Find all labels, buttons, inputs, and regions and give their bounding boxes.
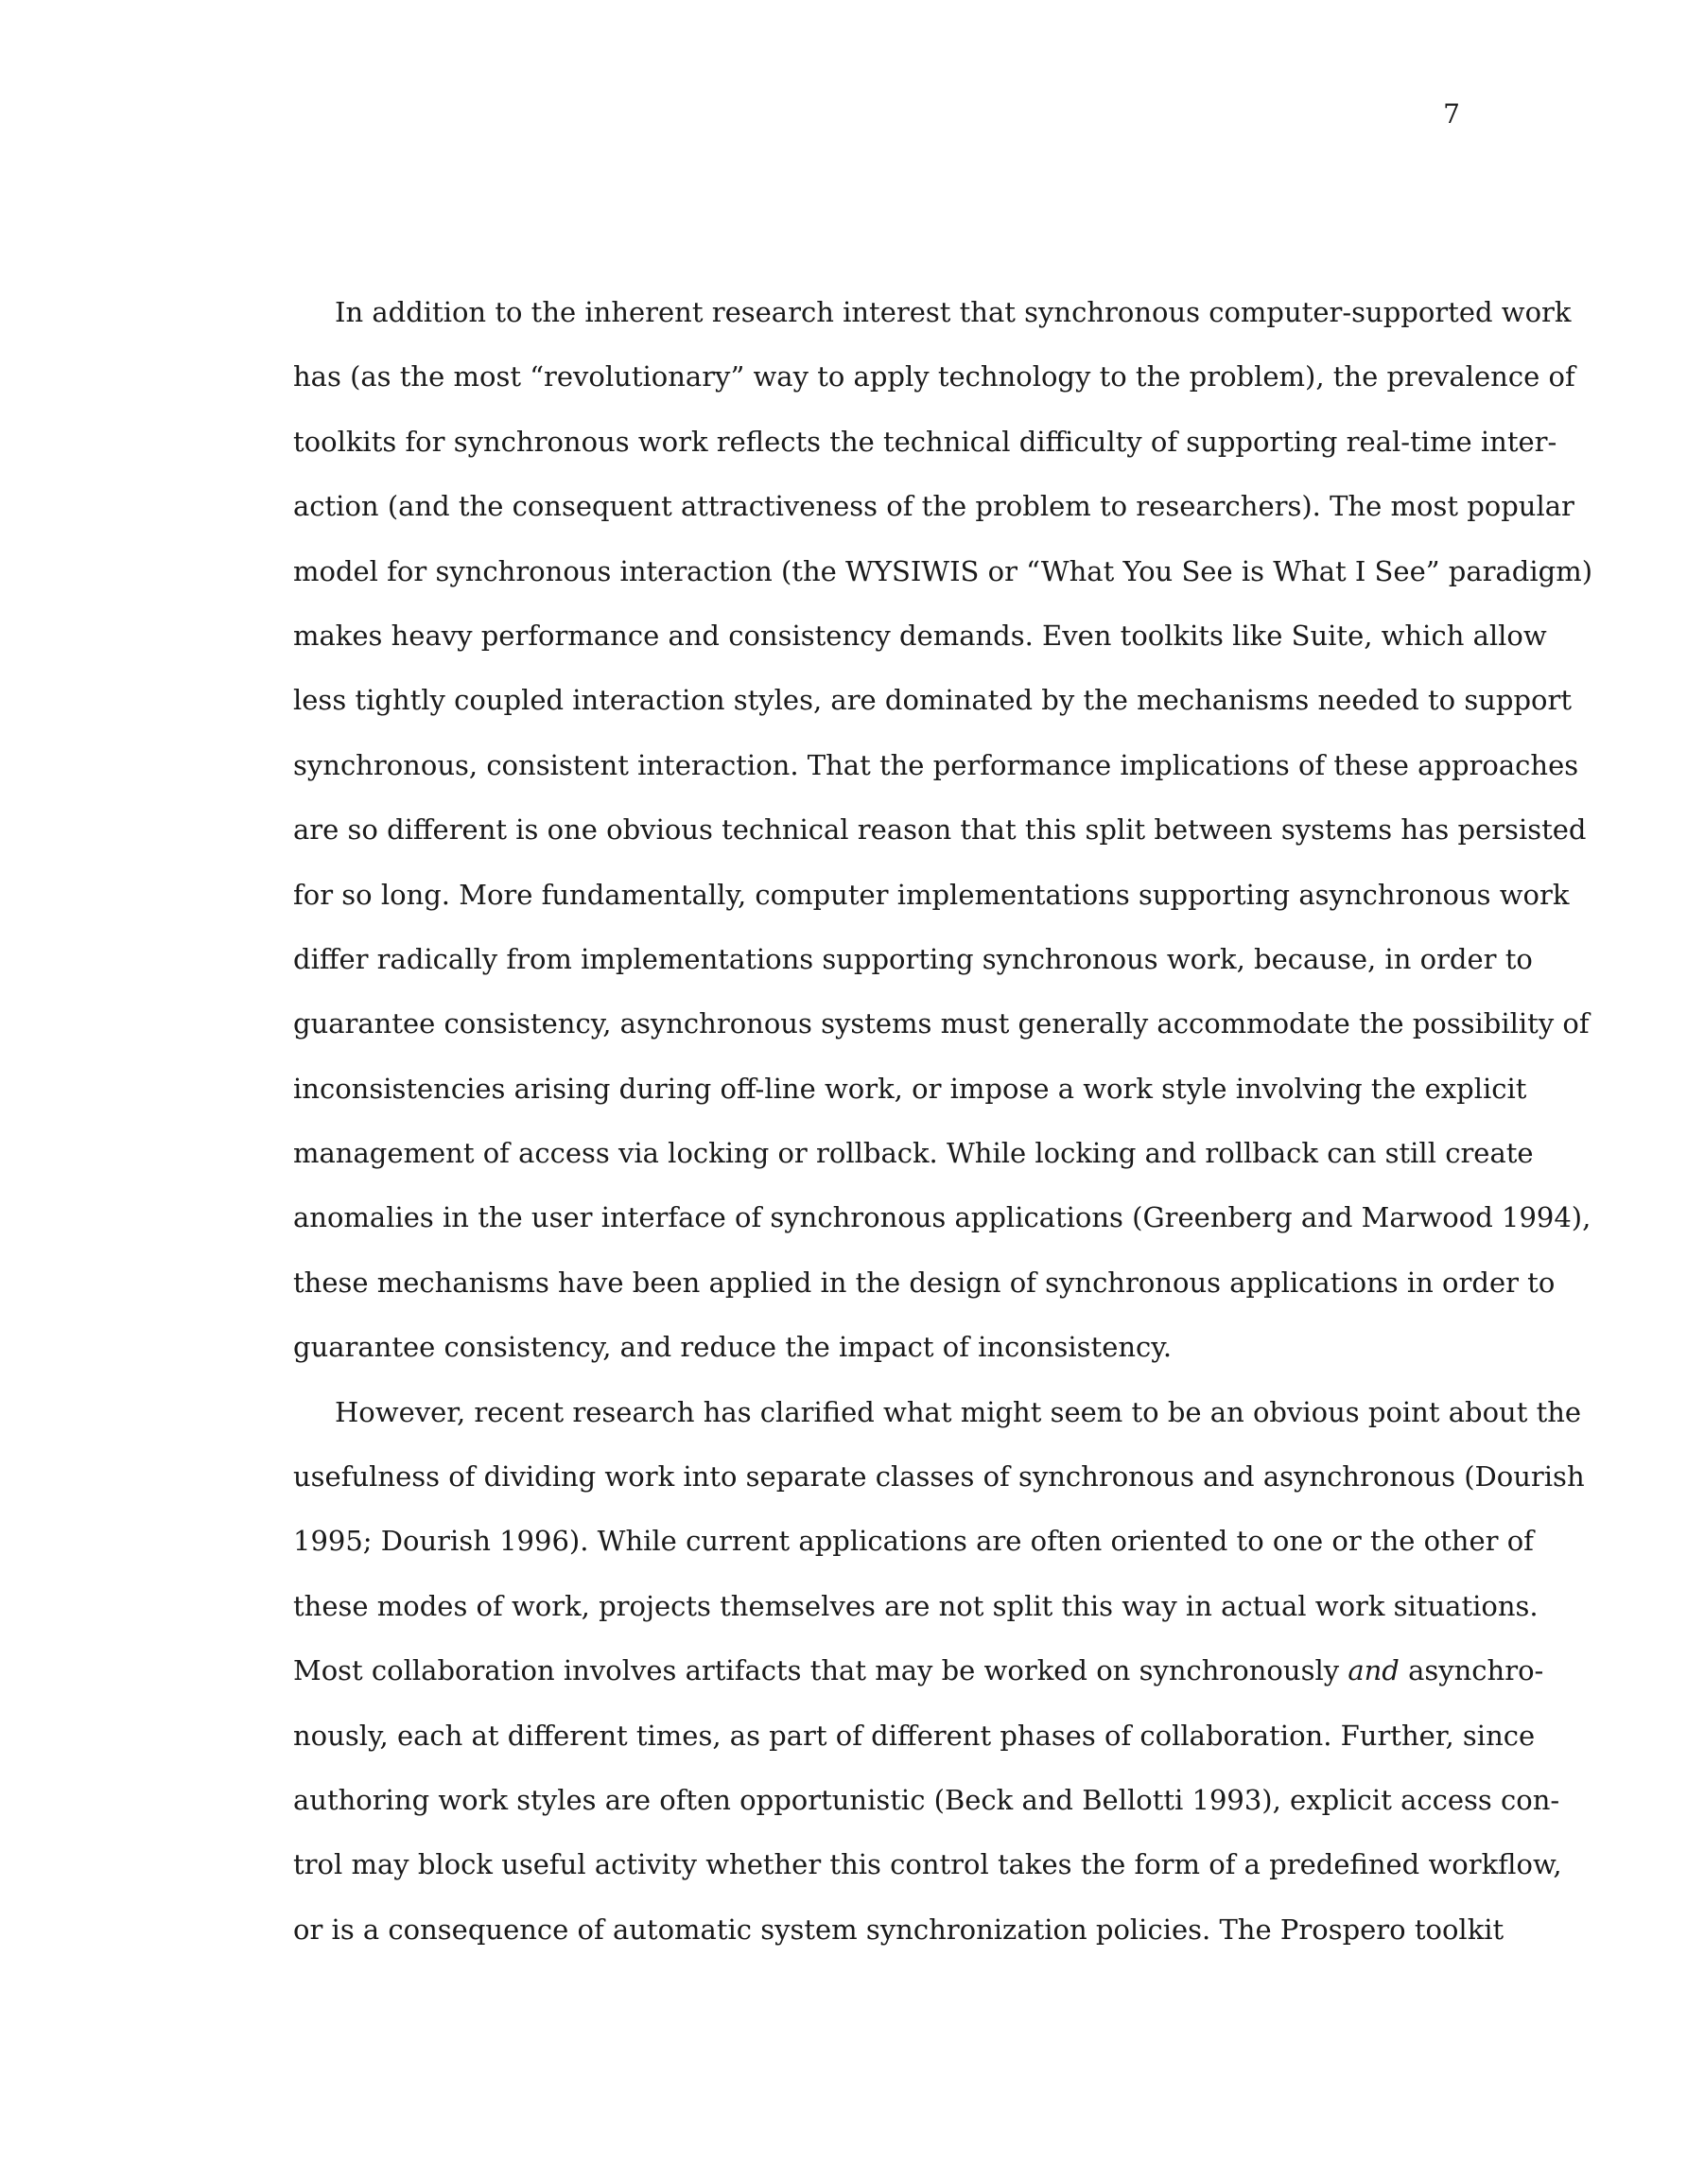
text-segment: asynchro-	[1399, 1654, 1544, 1687]
text-line: management of access via locking or rollback. While locking and rollback can still create	[293, 1137, 1534, 1170]
text-line: has (as the most “revolutionary” way to apply technology to the problem), the prevalence of	[293, 360, 1575, 393]
text-line: for so long. More fundamentally, computer implementations supporting asynchronous work	[293, 878, 1570, 911]
text-line: differ radically from implementations supporting synchronous work, because, in order to	[293, 942, 1533, 975]
text-line: 1995; Dourish 1996). While current applications are often oriented to one or the other of	[293, 1525, 1534, 1558]
text-line: less tightly coupled interaction styles, are dominated by the mechanisms needed to support	[293, 684, 1572, 717]
text-line: In addition to the inherent research interest that synchronous computer-supported work	[335, 296, 1572, 328]
text-line: these mechanisms have been applied in the design of synchronous applications in order to	[293, 1266, 1556, 1299]
text-line: guarantee consistency, asynchronous systems must generally accommodate the possibility of	[293, 1007, 1590, 1040]
text-line: toolkits for synchronous work reflects the technical difficulty of supporting real-time inter-	[293, 425, 1557, 458]
text-line: trol may block useful activity whether this control takes the form of a predefined workflow,	[293, 1848, 1562, 1881]
text-line: model for synchronous interaction (the WYSIWIS or “What You See is What I See” paradigm)	[293, 554, 1593, 587]
body-text	[293, 280, 1593, 1962]
text-line: However, recent research has clarified what might seem to be an obvious point about the	[335, 1395, 1582, 1428]
text-line: anomalies in the user interface of synchronous applications (Greenberg and Marwood 1994),	[293, 1201, 1591, 1234]
text-line: or is a consequence of automatic system synchronization policies. The Prospero toolkit	[293, 1913, 1504, 1946]
text-line: inconsistencies arising during off-line work, or impose a work style involving the explicit	[293, 1072, 1527, 1105]
paragraph-2	[293, 1380, 1585, 1963]
text-line: nously, each at different times, as part of different phases of collaboration. Further, since	[293, 1719, 1536, 1752]
text-segment: Most collaboration involves artifacts that may be worked on synchronously	[293, 1654, 1348, 1687]
text-line: are so different is one obvious technical reason that this split between systems has persisted	[293, 813, 1587, 847]
text-line: these modes of work, projects themselves are not split this way in actual work situations.	[293, 1589, 1539, 1622]
paragraph-1	[293, 280, 1593, 1380]
text-line: usefulness of dividing work into separate classes of synchronous and asynchronous (Dourish	[293, 1460, 1585, 1494]
text-line-with-emphasis	[293, 1638, 1544, 1703]
text-line: authoring work styles are often opportunistic (Beck and Bellotti 1993), explicit access con-	[293, 1783, 1560, 1816]
text-line: synchronous, consistent interaction. That the performance implications of these approaches	[293, 748, 1579, 781]
emphasized-word: and	[1348, 1654, 1400, 1687]
page-number: 7	[1443, 98, 1460, 130]
text-line: action (and the consequent attractiveness of the problem to researchers). The most popular	[293, 490, 1574, 523]
text-line: makes heavy performance and consistency demands. Even toolkits like Suite, which allow	[293, 619, 1547, 652]
text-line: guarantee consistency, and reduce the impact of inconsistency.	[293, 1331, 1173, 1364]
